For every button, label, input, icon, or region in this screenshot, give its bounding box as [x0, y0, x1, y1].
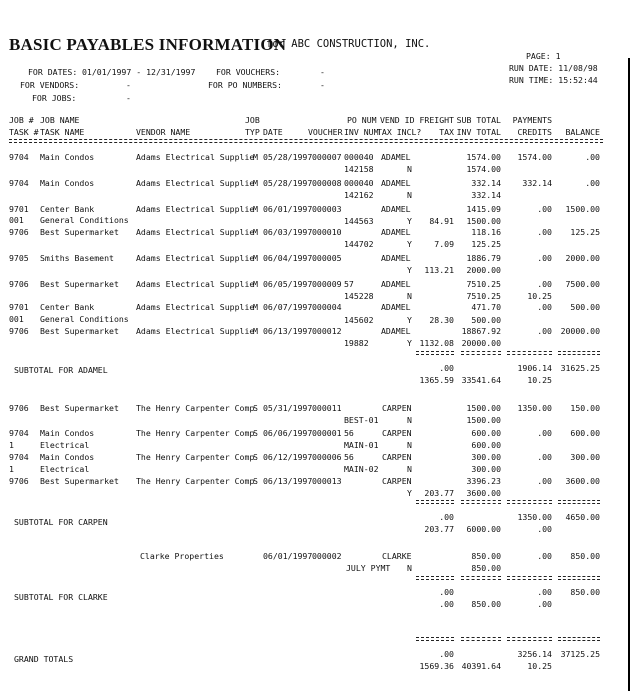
carpen-rule-1	[416, 500, 454, 504]
carpen-row0-typ: S	[253, 403, 258, 413]
adamel-row1-inv: 142162	[344, 190, 374, 200]
clarke-rule-2	[461, 576, 501, 580]
carpen-row0-job: 9706	[9, 403, 29, 413]
carpen-row3-typ: S	[253, 476, 258, 486]
hdr-tax: TAX	[439, 127, 454, 137]
adamel-row0-payments: 1574.00	[517, 152, 552, 162]
adamel-row2-vend-id: ADAMEL	[381, 204, 411, 214]
carpen-row1-voucher: 000001	[312, 428, 342, 438]
carpen-row3-vend-id: CARPEN	[382, 476, 412, 486]
adamel-row1-vendor: Adams Electrical Supplie	[136, 178, 255, 188]
adamel-row6-task: 001	[9, 314, 24, 324]
adamel-row1-po: 000040	[344, 178, 374, 188]
adamel-row6-tax: 28.30	[429, 315, 454, 325]
adamel-row6-date: 06/07/1997	[263, 302, 313, 312]
adamel-row5-job-name: Best Supermarket	[40, 279, 119, 289]
carpen-subtotal-payments: 1350.00	[517, 512, 552, 522]
clarke-payments: .00	[537, 551, 552, 561]
adamel-row6-vend-id: ADAMEL	[381, 302, 411, 312]
clarke-subtotal-payments: .00	[537, 587, 552, 597]
hdr-inv-num: INV NUM	[344, 127, 379, 137]
adamel-row7-typ: M	[253, 326, 258, 336]
adamel-row4-vendor: Adams Electrical Supplie	[136, 253, 255, 263]
report-title: BASIC PAYABLES INFORMATION	[9, 35, 287, 54]
adamel-row5-inv-total: 7510.25	[466, 291, 501, 301]
carpen-row1-job-name: Main Condos	[40, 428, 95, 438]
header-rule	[9, 139, 603, 143]
hdr-voucher: VOUCHER	[308, 127, 343, 137]
adamel-row7-vendor: Adams Electrical Supplie	[136, 326, 255, 336]
run-date: RUN DATE: 11/08/98	[509, 63, 598, 73]
filter-vouchers-value: -	[320, 67, 325, 77]
carpen-row3-date: 06/13/1997	[263, 476, 313, 486]
clarke-subtotal-balance: 850.00	[570, 587, 600, 597]
adamel-row7-date: 06/13/1997	[263, 326, 313, 336]
clarke-voucher: 000002	[312, 551, 342, 561]
adamel-row3-typ: M	[253, 227, 258, 237]
carpen-row0-balance: 150.00	[570, 403, 600, 413]
adamel-row7-voucher: 000012	[312, 326, 342, 336]
filter-po-value: -	[320, 80, 325, 90]
carpen-row3-job-name: Best Supermarket	[40, 476, 119, 486]
adamel-row0-job: 9704	[9, 152, 29, 162]
carpen-row2-task: 1	[9, 464, 14, 474]
adamel-row5-balance: 7500.00	[565, 279, 600, 289]
carpen-row1-vend-id: CARPEN	[382, 428, 412, 438]
hdr-date: DATE	[263, 127, 283, 137]
adamel-row4-payments: .00	[537, 253, 552, 263]
carpen-row2-po: 56	[344, 452, 354, 462]
filter-dates-label: FOR DATES:	[28, 67, 78, 77]
adamel-row4-vend-id: ADAMEL	[381, 253, 411, 263]
adamel-subtotal-label: SUBTOTAL FOR ADAMEL	[14, 365, 108, 375]
hdr-job-num: JOB #	[9, 115, 34, 125]
adamel-rule-4	[558, 351, 600, 355]
adamel-row0-job-name: Main Condos	[40, 152, 95, 162]
grand-tax: 1569.36	[419, 661, 454, 671]
carpen-subtotal-credits: .00	[537, 524, 552, 534]
carpen-row1-task: 1	[9, 440, 14, 450]
adamel-row7-job: 9706	[9, 326, 29, 336]
carpen-row2-vend-id: CARPEN	[382, 452, 412, 462]
adamel-row6-vendor: Adams Electrical Supplie	[136, 302, 255, 312]
carpen-row1-payments: .00	[537, 428, 552, 438]
adamel-row3-date: 06/03/1997	[263, 227, 313, 237]
adamel-row4-job-name: Smiths Basement	[40, 253, 114, 263]
adamel-row2-inv: 144563	[344, 216, 374, 226]
adamel-row3-inv-total: 125.25	[471, 239, 501, 249]
carpen-rule-4	[558, 500, 600, 504]
adamel-row2-inv-total: 1500.00	[466, 216, 501, 226]
adamel-row7-balance: 20000.00	[560, 326, 600, 336]
adamel-row2-vendor: Adams Electrical Supplie	[136, 204, 255, 214]
adamel-row6-job: 9701	[9, 302, 29, 312]
clarke-balance: 850.00	[570, 551, 600, 561]
grand-rule-2	[461, 637, 501, 641]
adamel-row5-typ: M	[253, 279, 258, 289]
carpen-row3-vendor: The Henry Carpenter Comp	[136, 476, 255, 486]
grand-inv-total: 40391.64	[461, 661, 501, 671]
adamel-subtotal-freight: .00	[439, 363, 454, 373]
grand-credits: 10.25	[527, 661, 552, 671]
adamel-row0-voucher: 000007	[312, 152, 342, 162]
clarke-rule-4	[558, 576, 600, 580]
filter-vouchers-label: FOR VOUCHERS:	[216, 67, 281, 77]
clarke-sub-total: 850.00	[471, 551, 501, 561]
carpen-row2-balance: 300.00	[570, 452, 600, 462]
carpen-row0-date: 05/31/1997	[263, 403, 313, 413]
adamel-row6-tax-incl: Y	[407, 315, 412, 325]
carpen-row0-sub-total: 1500.00	[466, 403, 501, 413]
grand-totals-label: GRAND TOTALS	[14, 654, 74, 664]
adamel-row6-sub-total: 471.70	[471, 302, 501, 312]
hdr-freight: FREIGHT	[419, 115, 454, 125]
adamel-row1-tax-incl: N	[407, 190, 412, 200]
clarke-inv-total: 850.00	[471, 563, 501, 573]
adamel-row7-job-name: Best Supermarket	[40, 326, 119, 336]
adamel-row3-vendor: Adams Electrical Supplie	[136, 227, 255, 237]
carpen-row1-tax-incl: N	[407, 440, 412, 450]
adamel-row4-typ: M	[253, 253, 258, 263]
adamel-subtotal-balance: 31625.25	[560, 363, 600, 373]
page-number: PAGE: 1	[526, 51, 561, 61]
hdr-vendor-name: VENDOR NAME	[136, 127, 191, 137]
grand-rule-3	[507, 637, 552, 641]
carpen-row0-payments: 1350.00	[517, 403, 552, 413]
adamel-row2-job-name: Center Bank	[40, 204, 95, 214]
adamel-row6-typ: M	[253, 302, 258, 312]
clarke-rule-1	[416, 576, 454, 580]
adamel-row2-sub-total: 1415.09	[466, 204, 501, 214]
hdr-credits: CREDITS	[517, 127, 552, 137]
carpen-row3-job: 9706	[9, 476, 29, 486]
clarke-date: 06/01/1997	[263, 551, 313, 561]
adamel-subtotal-inv-total: 33541.64	[461, 375, 501, 385]
adamel-row0-inv-total: 1574.00	[466, 164, 501, 174]
adamel-row1-sub-total: 332.14	[471, 178, 501, 188]
carpen-row3-balance: 3600.00	[565, 476, 600, 486]
adamel-row2-task-name: General Conditions	[40, 215, 129, 225]
run-time: RUN TIME: 15:52:44	[509, 75, 598, 85]
carpen-row1-inv-total: 600.00	[471, 440, 501, 450]
adamel-row5-vendor: Adams Electrical Supplie	[136, 279, 255, 289]
hdr-inv-total: INV TOTAL	[456, 127, 501, 137]
adamel-row0-balance: .00	[585, 152, 600, 162]
carpen-row2-job: 9704	[9, 452, 29, 462]
adamel-row0-vendor: Adams Electrical Supplie	[136, 152, 255, 162]
hdr-task-name: TASK NAME	[40, 127, 85, 137]
carpen-rule-3	[507, 500, 552, 504]
adamel-rule-2	[461, 351, 501, 355]
carpen-row0-voucher: 000011	[312, 403, 342, 413]
carpen-row2-inv-total: 300.00	[471, 464, 501, 474]
carpen-row1-sub-total: 600.00	[471, 428, 501, 438]
adamel-row5-vend-id: ADAMEL	[381, 279, 411, 289]
adamel-row3-sub-total: 118.16	[471, 227, 501, 237]
adamel-row2-job: 9701	[9, 204, 29, 214]
adamel-row1-balance: .00	[585, 178, 600, 188]
adamel-row5-po: 57	[344, 279, 354, 289]
hdr-job-name: JOB NAME	[40, 115, 80, 125]
adamel-row6-inv-total: 500.00	[471, 315, 501, 325]
hdr-tax-incl: TAX INCL?	[377, 127, 422, 137]
adamel-row7-tax-incl: Y	[407, 338, 412, 348]
hdr-job: JOB	[245, 115, 260, 125]
carpen-row2-tax-incl: N	[407, 464, 412, 474]
grand-freight: .00	[439, 649, 454, 659]
adamel-row6-job-name: Center Bank	[40, 302, 95, 312]
clarke-subtotal-tax: .00	[439, 599, 454, 609]
adamel-row6-balance: 500.00	[570, 302, 600, 312]
adamel-row6-task-name: General Conditions	[40, 314, 129, 324]
adamel-row4-tax: 113.21	[424, 265, 454, 275]
hdr-balance: BALANCE	[565, 127, 600, 137]
carpen-row3-tax-incl: Y	[407, 488, 412, 498]
carpen-row0-job-name: Best Supermarket	[40, 403, 119, 413]
grand-rule-4	[558, 637, 600, 641]
adamel-row6-voucher: 000004	[312, 302, 342, 312]
adamel-row3-voucher: 000010	[312, 227, 342, 237]
adamel-row5-payments: .00	[537, 279, 552, 289]
carpen-subtotal-balance: 4650.00	[565, 512, 600, 522]
adamel-rule-1	[416, 351, 454, 355]
adamel-row1-job: 9704	[9, 178, 29, 188]
adamel-row2-voucher: 000003	[312, 204, 342, 214]
adamel-row0-tax-incl: N	[407, 164, 412, 174]
grand-payments: 3256.14	[517, 649, 552, 659]
adamel-row2-date: 06/01/1997	[263, 204, 313, 214]
carpen-row2-typ: S	[253, 452, 258, 462]
carpen-row3-voucher: 000013	[312, 476, 342, 486]
adamel-row7-inv-total: 20000.00	[461, 338, 501, 348]
carpen-row2-inv: MAIN-02	[344, 464, 379, 474]
carpen-row0-vend-id: CARPEN	[382, 403, 412, 413]
adamel-row2-tax-incl: Y	[407, 216, 412, 226]
adamel-row7-payments: .00	[537, 326, 552, 336]
page-edge	[628, 58, 630, 691]
clarke-inv: JULY PYMT	[346, 563, 391, 573]
adamel-row0-inv: 142158	[344, 164, 374, 174]
adamel-row1-vend-id: ADAMEL	[381, 178, 411, 188]
filter-po-label: FOR PO NUMBERS:	[208, 80, 282, 90]
adamel-row0-date: 05/28/1997	[263, 152, 313, 162]
adamel-row4-job: 9705	[9, 253, 29, 263]
clarke-subtotal-credits: .00	[537, 599, 552, 609]
clarke-subtotal-inv-total: 850.00	[471, 599, 501, 609]
hdr-po-num: PO NUM	[347, 115, 377, 125]
adamel-row0-vend-id: ADAMEL	[381, 152, 411, 162]
adamel-row1-typ: M	[253, 178, 258, 188]
carpen-subtotal-tax: 203.77	[424, 524, 454, 534]
clarke-vendor: Clarke Properties	[140, 551, 224, 561]
hdr-typ: TYP	[245, 127, 260, 137]
adamel-row4-balance: 2000.00	[565, 253, 600, 263]
carpen-row0-inv: BEST-01	[344, 415, 379, 425]
adamel-row2-balance: 1500.00	[565, 204, 600, 214]
carpen-row0-inv-total: 1500.00	[466, 415, 501, 425]
adamel-row4-sub-total: 1886.79	[466, 253, 501, 263]
hdr-task-num: TASK #	[9, 127, 39, 137]
grand-rule-1	[416, 637, 454, 641]
carpen-row3-tax: 203.77	[424, 488, 454, 498]
filter-vendors-label: FOR VENDORS:	[20, 80, 80, 90]
carpen-row1-task-name: Electrical	[40, 440, 90, 450]
carpen-row3-inv-total: 3600.00	[466, 488, 501, 498]
adamel-row4-tax-incl: Y	[407, 265, 412, 275]
adamel-row2-payments: .00	[537, 204, 552, 214]
adamel-row1-inv-total: 332.14	[471, 190, 501, 200]
carpen-row2-sub-total: 300.00	[471, 452, 501, 462]
adamel-row3-job: 9706	[9, 227, 29, 237]
adamel-row5-inv: 145228	[344, 291, 374, 301]
carpen-row2-job-name: Main Condos	[40, 452, 95, 462]
hdr-sub-total: SUB TOTAL	[456, 115, 501, 125]
adamel-row3-job-name: Best Supermarket	[40, 227, 119, 237]
adamel-row3-inv: 144702	[344, 239, 374, 249]
carpen-row1-job: 9704	[9, 428, 29, 438]
carpen-row0-vendor: The Henry Carpenter Comp	[136, 403, 255, 413]
carpen-row1-inv: MAIN-01	[344, 440, 379, 450]
adamel-row3-payments: .00	[537, 227, 552, 237]
carpen-subtotal-label: SUBTOTAL FOR CARPEN	[14, 517, 108, 527]
clarke-vend-id: CLARKE	[382, 551, 412, 561]
carpen-row1-po: 56	[344, 428, 354, 438]
adamel-row5-date: 06/05/1997	[263, 279, 313, 289]
adamel-subtotal-payments: 1906.14	[517, 363, 552, 373]
carpen-row2-payments: .00	[537, 452, 552, 462]
report-subtitle: for ABC CONSTRUCTION, INC.	[266, 38, 431, 50]
filter-jobs-label: FOR JOBS:	[32, 93, 77, 103]
adamel-row7-sub-total: 18867.92	[461, 326, 501, 336]
adamel-subtotal-credits: 10.25	[527, 375, 552, 385]
adamel-row3-balance: 125.25	[570, 227, 600, 237]
carpen-row2-voucher: 000006	[312, 452, 342, 462]
hdr-vend-id: VEND ID	[380, 115, 415, 125]
carpen-row3-sub-total: 3396.23	[466, 476, 501, 486]
adamel-row0-typ: M	[253, 152, 258, 162]
clarke-rule-3	[507, 576, 552, 580]
adamel-rule-3	[507, 351, 552, 355]
adamel-subtotal-tax: 1365.59	[419, 375, 454, 385]
adamel-row3-tax-incl: Y	[407, 239, 412, 249]
adamel-row4-voucher: 000005	[312, 253, 342, 263]
carpen-row0-tax-incl: N	[407, 415, 412, 425]
filter-vendors-value: -	[126, 80, 131, 90]
adamel-row1-job-name: Main Condos	[40, 178, 95, 188]
adamel-row5-tax-incl: N	[407, 291, 412, 301]
carpen-subtotal-freight: .00	[439, 512, 454, 522]
filter-jobs-value: -	[126, 93, 131, 103]
adamel-row2-tax: 84.91	[429, 216, 454, 226]
adamel-row0-po: 000040	[344, 152, 374, 162]
adamel-row5-voucher: 000009	[312, 279, 342, 289]
adamel-row1-voucher: 000008	[312, 178, 342, 188]
clarke-tax-incl: N	[407, 563, 412, 573]
grand-balance: 37125.25	[560, 649, 600, 659]
adamel-row7-vend-id: ADAMEL	[381, 326, 411, 336]
adamel-row5-job: 9706	[9, 279, 29, 289]
hdr-payments: PAYMENTS	[512, 115, 552, 125]
adamel-row4-inv-total: 2000.00	[466, 265, 501, 275]
adamel-row5-sub-total: 7510.25	[466, 279, 501, 289]
clarke-subtotal-label: SUBTOTAL FOR CLARKE	[14, 592, 108, 602]
carpen-row3-payments: .00	[537, 476, 552, 486]
carpen-row1-date: 06/06/1997	[263, 428, 313, 438]
adamel-row1-date: 05/28/1997	[263, 178, 313, 188]
adamel-row2-task: 001	[9, 215, 24, 225]
clarke-subtotal-freight: .00	[439, 587, 454, 597]
adamel-row4-date: 06/04/1997	[263, 253, 313, 263]
carpen-row1-vendor: The Henry Carpenter Comp	[136, 428, 255, 438]
adamel-row5-credits: 10.25	[527, 291, 552, 301]
carpen-subtotal-inv-total: 6000.00	[466, 524, 501, 534]
adamel-row1-payments: 332.14	[522, 178, 552, 188]
adamel-row2-typ: M	[253, 204, 258, 214]
adamel-row7-tax: 1132.08	[419, 338, 454, 348]
adamel-row3-tax: 7.09	[434, 239, 454, 249]
adamel-row6-payments: .00	[537, 302, 552, 312]
adamel-row6-inv: 145602	[344, 315, 374, 325]
filter-dates-value: 01/01/1997 - 12/31/1997	[82, 67, 196, 77]
adamel-row0-sub-total: 1574.00	[466, 152, 501, 162]
adamel-row3-vend-id: ADAMEL	[381, 227, 411, 237]
carpen-row1-typ: S	[253, 428, 258, 438]
adamel-row7-inv: 19882	[344, 338, 369, 348]
carpen-row2-task-name: Electrical	[40, 464, 90, 474]
carpen-row1-balance: 600.00	[570, 428, 600, 438]
carpen-rule-2	[461, 500, 501, 504]
carpen-row2-date: 06/12/1997	[263, 452, 313, 462]
carpen-row2-vendor: The Henry Carpenter Comp	[136, 452, 255, 462]
